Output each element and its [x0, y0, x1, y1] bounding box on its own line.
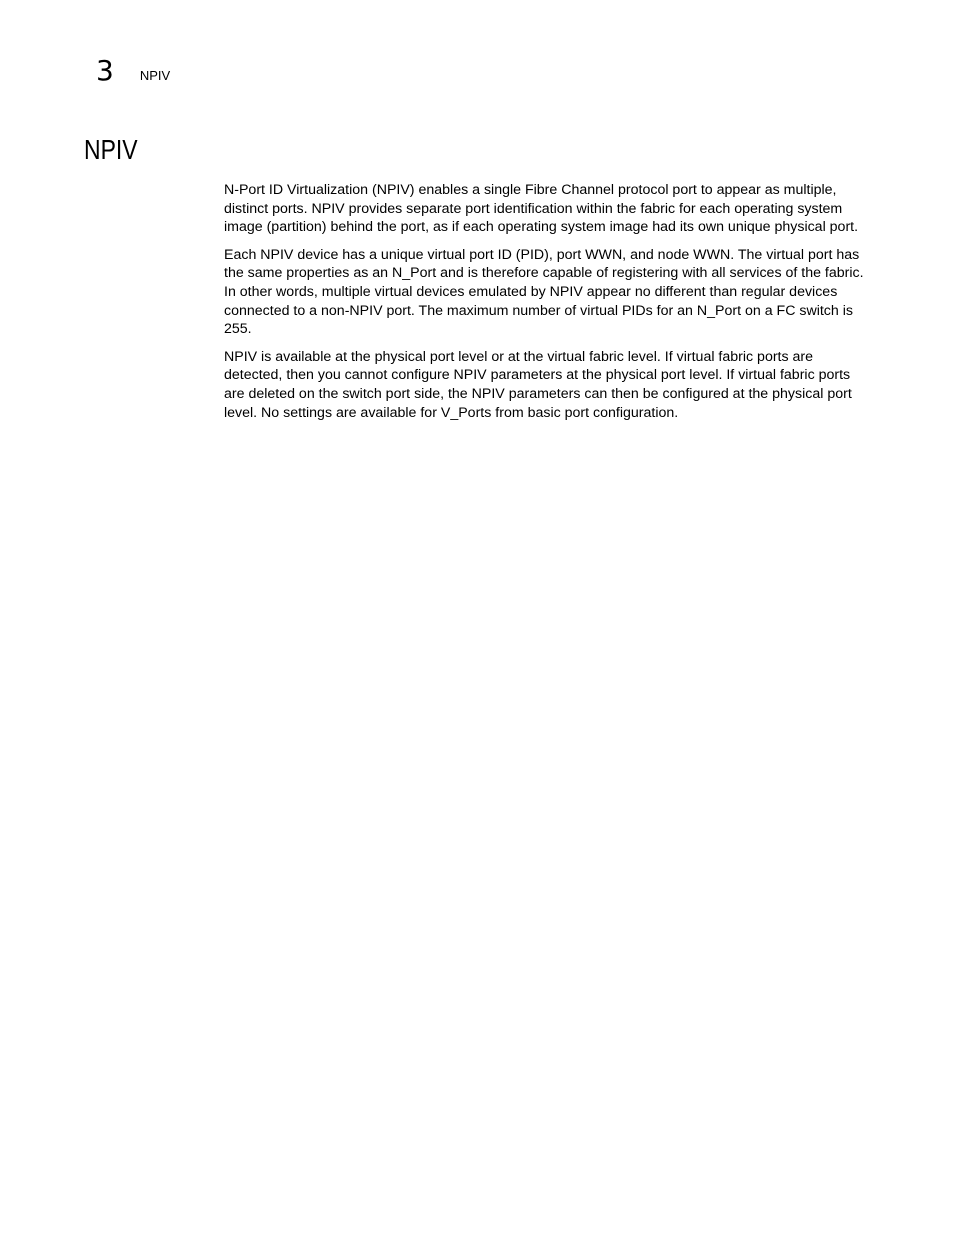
section-heading: NPIV — [84, 134, 138, 165]
chapter-number: 3 — [96, 54, 114, 87]
section-body — [224, 181, 874, 431]
paragraph-npiv-device: Each NPIV device has a unique virtual port ID (PID), port WWN, and node WWN. The virtual port has the same properties as an N_Port and is therefore capable of registering with all services of the fabric. In other words, multiple virtual devices emulated by NPIV appear no different than regular devices connected to a non-NPIV port. The maximum number of virtual PIDs for an N_Port on a FC switch is 255. — [224, 246, 864, 338]
paragraph-npiv-intro: N-Port ID Virtualization (NPIV) enables a single Fibre Channel protocol port to appear as multiple, distinct ports. NPIV provides separate port identification within the fabric for each operating system image (partition) behind the port, as if each operating system image had its own unique physical port. — [224, 182, 859, 236]
running-header — [96, 54, 170, 94]
running-header-title: NPIV — [139, 68, 171, 83]
paragraph-npiv-availability: NPIV is available at the physical port level or at the virtual fabric level. If virtual fabric ports are detected, then you cannot configure NPIV parameters at the physical port level. If virtual fabric ports are deleted on the switch port side, the NPIV parameters can then be configured at the physical port level. No settings are available for V_Ports from basic port configuration. — [224, 348, 852, 421]
